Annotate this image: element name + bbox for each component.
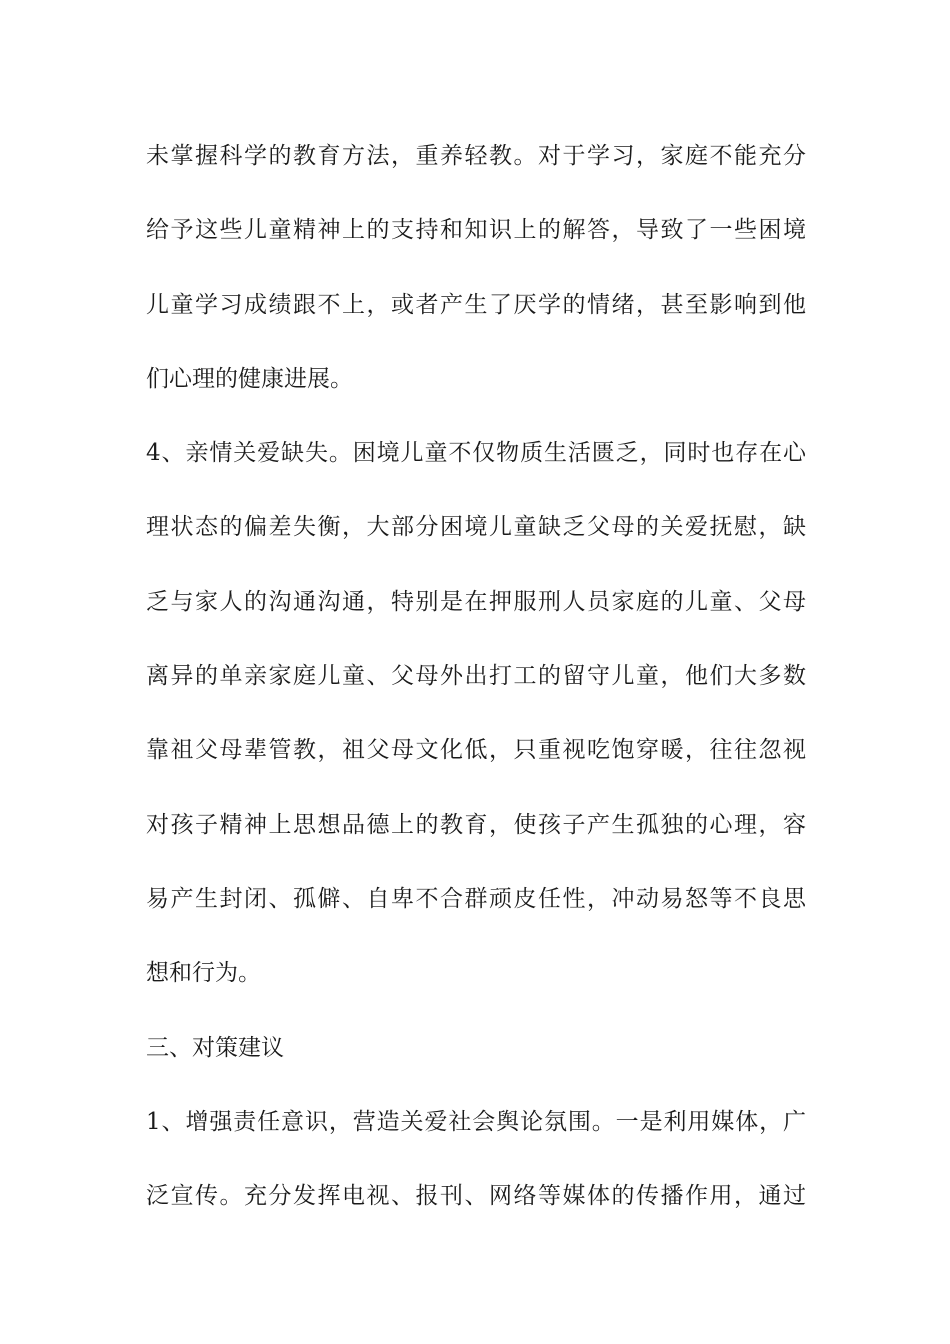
text-line: 理状态的偏差失衡，大部分困境儿童缺乏父母的关爱抚慰，缺 [146,514,806,541]
text-line: 靠祖父母辈管教，祖父母文化低，只重视吃饱穿暖，往往忽视 [146,737,806,764]
body-text [146,134,806,1248]
text-line: 易产生封闭、孤僻、自卑不合群顽皮任性，冲动易怒等不良思 [146,885,806,912]
text-line: 们心理的健康进展。 [146,365,353,392]
text-line: 给予这些儿童精神上的支持和知识上的解答，导致了一些困境 [146,217,806,244]
text-line: 想和行为。 [146,960,261,987]
text-line: 对孩子精神上思想品德上的教育，使孩子产生孤独的心理，容 [146,811,806,838]
text-line: 1、增强责任意识，营造关爱社会舆论氛围。一是利用媒体，广 [146,1108,806,1135]
section-heading: 三、对策建议 [146,1034,284,1061]
text-line: 离异的单亲家庭儿童、父母外出打工的留守儿童，他们大多数 [146,663,806,690]
text-line: 未掌握科学的教育方法，重养轻教。对于学习，家庭不能充分 [146,143,806,169]
text-line: 儿童学习成绩跟不上，或者产生了厌学的情绪，甚至影响到他 [146,291,806,318]
text-line: 泛宣传。充分发挥电视、报刊、网络等媒体的传播作用，通过 [146,1183,806,1210]
text-line: 乏与家人的沟通沟通，特别是在押服刑人员家庭的儿童、父母 [146,588,806,615]
text-line: 4、亲情关爱缺失。困境儿童不仅物质生活匮乏，同时也存在心 [146,440,806,467]
